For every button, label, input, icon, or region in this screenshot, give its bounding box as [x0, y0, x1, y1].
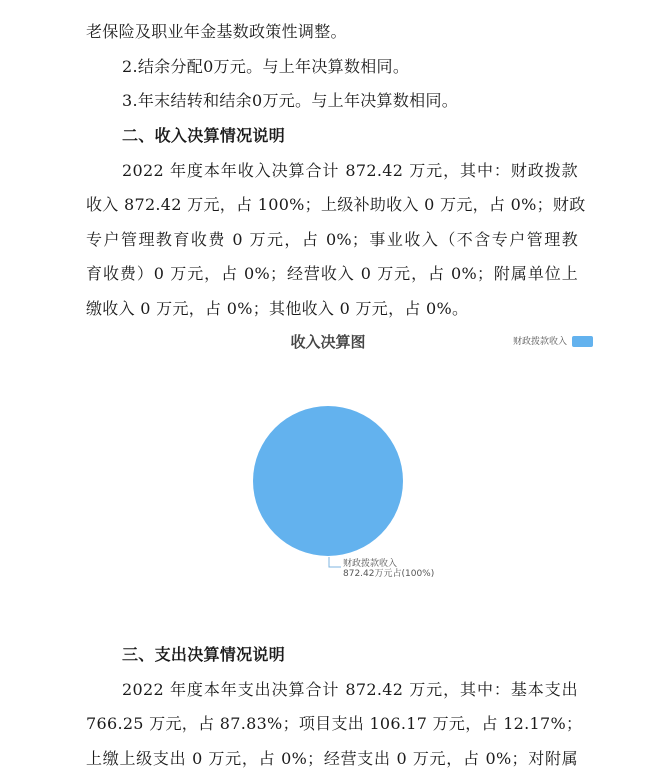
- slice-label-name: 财政拨款收入: [343, 559, 398, 569]
- slice-label-value: 872.42万元占(100%): [343, 569, 435, 579]
- section-3-line: 766.25 万元，占 87.83%；项目支出 106.17 万元，占 12.17%；: [86, 714, 583, 733]
- section-3-title: 三、支出决算情况说明: [122, 645, 286, 664]
- legend-label: 财政拨款收入: [512, 337, 567, 347]
- section-2-line: 缴收入 0 万元，占 0%；其他收入 0 万元，占 0%。: [86, 299, 469, 318]
- section-3-line: 上缴上级支出 0 万元，占 0%；经营支出 0 万元，占 0%；对附属: [86, 749, 578, 768]
- section-2-line: 育收费）0 万元，占 0%；经营收入 0 万元，占 0%；附属单位上: [86, 264, 578, 283]
- section-2-title: 二、收入决算情况说明: [122, 126, 286, 145]
- section-3-line: 2022 年度本年支出决算合计 872.42 万元，其中：基本支出: [122, 680, 578, 699]
- section-2-line: 专户管理教育收费 0 万元，占 0%；事业收入（不含专户管理教: [86, 230, 578, 249]
- legend-swatch: [572, 336, 593, 347]
- chart-title: 收入决算图: [290, 333, 366, 351]
- item-2: 2.结余分配0万元。与上年决算数相同。: [122, 57, 410, 76]
- label-leader-line: [329, 557, 341, 567]
- item-3: 3.年末结转和结余0万元。与上年决算数相同。: [122, 91, 459, 110]
- pie-slice: [253, 406, 403, 556]
- income-pie-chart: [0, 325, 658, 605]
- paragraph-tail: 老保险及职业年金基数政策性调整。: [86, 22, 347, 41]
- section-2-line: 收入 872.42 万元，占 100%；上级补助收入 0 万元，占 0%；财政: [86, 195, 586, 214]
- section-2-line: 2022 年度本年收入决算合计 872.42 万元，其中：财政拨款: [122, 161, 578, 180]
- pie-slices: [253, 406, 403, 556]
